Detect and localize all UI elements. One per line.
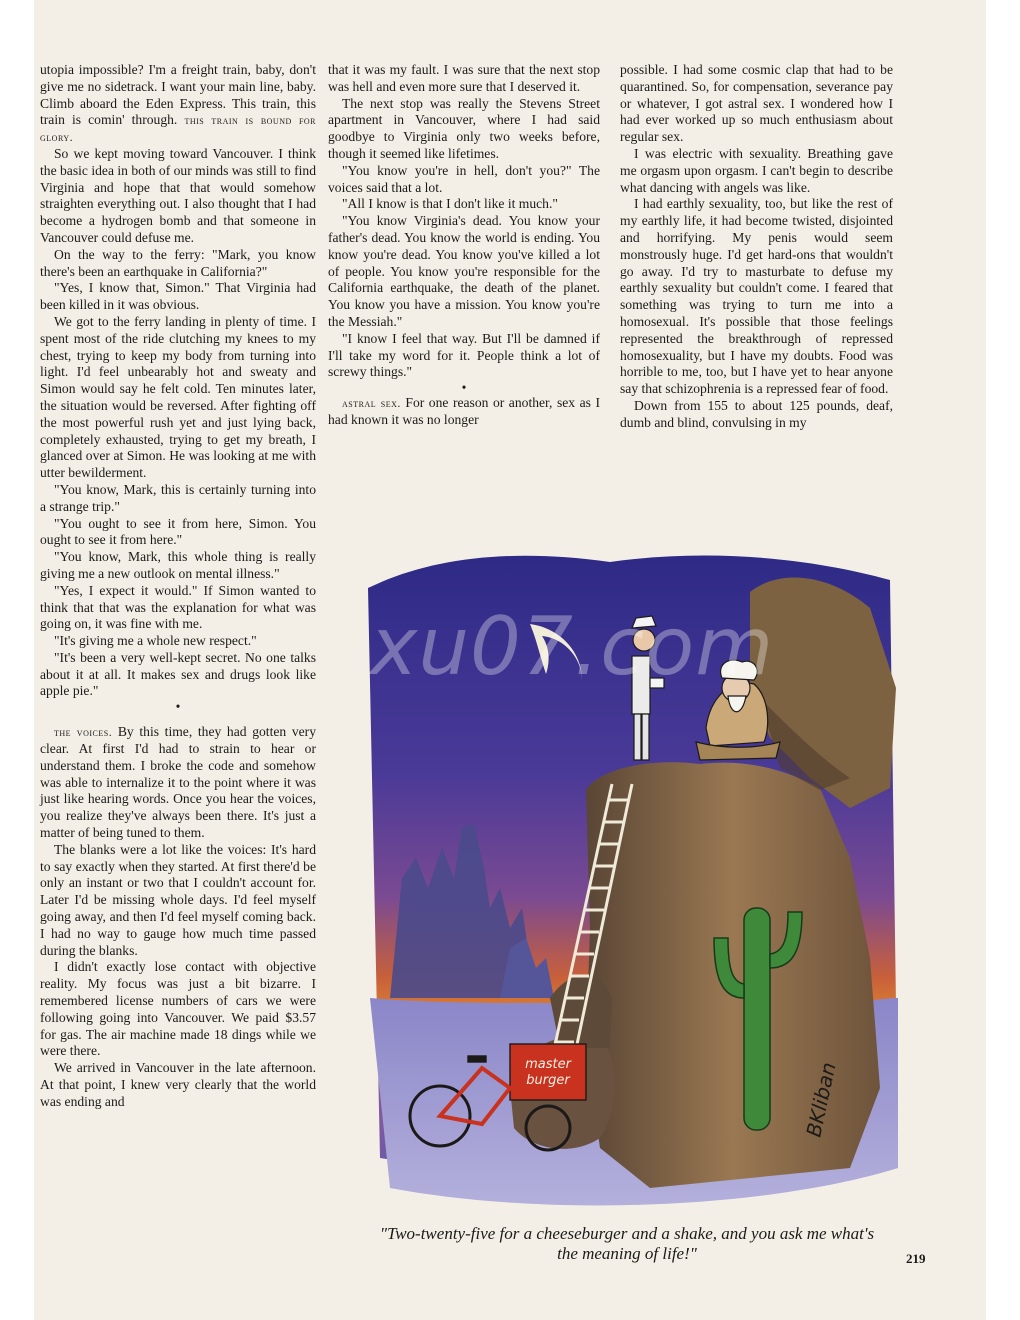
paragraph: "You know Virginia's dead. You know your father's dead. You know the world is ending. You know you're dead. You know you've killed a lot of people. You know you're responsible for the California earthquake, the death of the planet. You know you have a mission. You know you're the Messiah." xyxy=(328,213,600,329)
cart-sign-line2: burger xyxy=(526,1073,570,1088)
paragraph: possible. I had some cosmic clap that had to be quarantined. So, for compensation, severance pay or whatever, I got astral sex. I wondered how I had ever worked up so much enthusiasm about regular sex. xyxy=(620,62,893,145)
paragraph: I was electric with sexuality. Breathing gave me orgasm upon orgasm. I can't begin to describe what dancing with angels was like. xyxy=(620,145,893,195)
section-divider: • xyxy=(175,699,181,715)
text-column-2 xyxy=(328,62,600,429)
paragraph: "You ought to see it from here, Simon. You ought to see it from here." xyxy=(40,515,316,548)
text-column-3 xyxy=(620,62,893,432)
paragraph: the voices. By this time, they had gotten very clear. At first I'd had to strain to hear or understand them. I broke the code and somehow was able to internalize it to the point where it was just like hearing words. Once you hear the voices, you realize they've always been there. It's just a matter of being tuned to them. xyxy=(40,724,316,841)
paragraph: "You know you're in hell, don't you?" The voices said that a lot. xyxy=(328,162,600,195)
section-heading: the voices. xyxy=(54,725,113,740)
paragraph: I had earthly sexuality, too, but like the rest of my earthly life, it had become twisted, disjointed and horrifying. My penis would seem monstrously huge. I'd get hard-ons that wouldn't go away. I'd try to masturbate to defuse my earthly sexuality but couldn't come. I feared that something was trying to turn me into a homosexual. It's possible that those feelings represented the breakthrough of repressed homosexuality, but I have my doubts. Food was horrible to me, too, but I have yet to hear anyone say that schizophrenia is a repressed fear of food. xyxy=(620,196,893,397)
paragraph: "Yes, I expect it would." If Simon wanted to think that that was the explanation for what was going on, it was fine with me. xyxy=(40,582,316,632)
paragraph: On the way to the ferry: "Mark, you know there's been an earthquake in California?" xyxy=(40,246,316,279)
paragraph: I didn't exactly lose contact with objective reality. My focus was just a bit bizarre. I remembered license numbers of cars we were following going into Vancouver. We paid $3.57 for gas. The air machine made 18 dings while we were there. xyxy=(40,959,316,1059)
paragraph: "Yes, I know that, Simon." That Virginia had been killed in it was obvious. xyxy=(40,280,316,313)
paragraph: "You know, Mark, this is certainly turning into a strange trip." xyxy=(40,481,316,514)
paragraph: utopia impossible? I'm a freight train, baby, don't give me no sidetrack. I want your main line, baby. Climb aboard the Eden Express. This train, this train is comin' through. this train is bound for glory. xyxy=(40,62,317,145)
cartoon-caption: "Two-twenty-five for a cheeseburger and a shake, and you ask me what's the meaning of life!" xyxy=(379,1224,875,1263)
paragraph: "I know I feel that way. But I'll be damned if I'll take my word for it. People think a lot of screwy things." xyxy=(328,330,600,380)
paragraph: "It's been a very well-kept secret. No one talks about it at all. It makes sex and drugs look like apple pie." xyxy=(40,649,316,699)
watermark: xu07.com xyxy=(370,600,775,693)
page-number: 219 xyxy=(906,1251,926,1266)
paragraph: that it was my fault. I was sure that the next stop was hell and even more sure that I deserved it. xyxy=(328,62,600,94)
paragraph: Down from 155 to about 125 pounds, deaf, dumb and blind, convulsing in my xyxy=(620,397,893,430)
paragraph: So we kept moving toward Vancouver. I think the basic idea in both of our minds was still to find Virginia and hope that that would somehow straighten everything out. I also thought that I had become a hydrogen bomb and that someone in Vancouver could defuse me. xyxy=(40,145,316,245)
section-heading: astral sex. xyxy=(342,396,401,411)
paragraph: We arrived in Vancouver in the late afternoon. At that point, I knew very clearly that the world was ending and xyxy=(40,1060,316,1109)
section-divider: • xyxy=(461,380,467,396)
paragraph: "You know, Mark, this whole thing is really giving me a new outlook on mental illness." xyxy=(40,549,316,581)
paragraph: "It's giving me a whole new respect." xyxy=(54,633,257,649)
text-column-1 xyxy=(40,62,316,1111)
cart-sign-line1: master xyxy=(525,1057,571,1072)
paragraph: astral sex. For one reason or another, sex as I had known it was no longer xyxy=(328,395,600,427)
cartoon-illustration xyxy=(350,528,902,1216)
paragraph: We got to the ferry landing in plenty of time. I spent most of the ride clutching my knees to my chest, trying to keep my body from turning into light. I'd feel unbearably hot and sweaty and Simon would say he felt cold. Ten minutes later, the situation would be reversed. After fighting off the most powerful rush yet and just lying back, completely exhausted, trying to get my breath, I glanced over at Simon. He was looking at me with utter bewilderment. xyxy=(40,313,316,481)
paragraph: The next stop was really the Stevens Street apartment in Vancouver, where I had said goodbye to Virginia only two weeks before, though it seemed like lifetimes. xyxy=(328,95,600,161)
artist-signature: BKliban xyxy=(801,1060,841,1140)
paragraph: The blanks were a lot like the voices: It's hard to say exactly when they started. At first there'd be only an instant or two that I couldn't account for. Later I'd be missing whole days. I'd feel myself going away, and then I'd feel myself coming back. I had no way to gauge how much time passed during the blanks. xyxy=(40,841,316,958)
paragraph: "All I know is that I don't like it much." xyxy=(342,196,558,212)
